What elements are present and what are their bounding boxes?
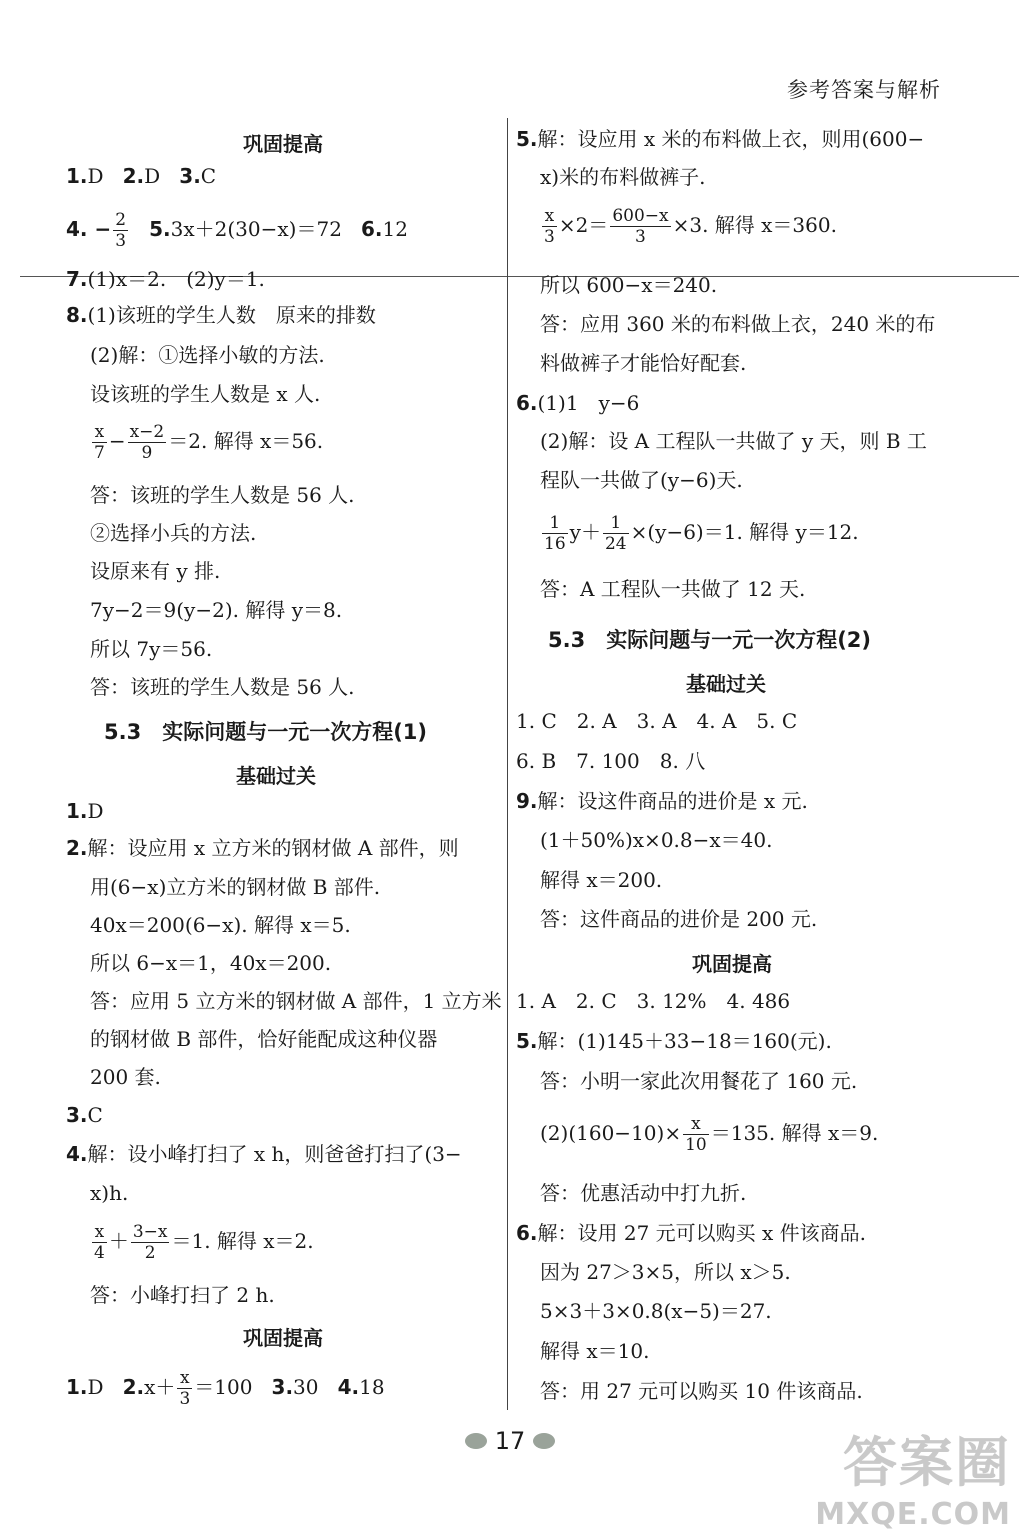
left-basic-2-line: 用(6−x)立方米的钢材做 B 部件. — [90, 875, 381, 899]
left-basic-2-line: 40x＝200(6−x). 解得 x＝5. — [90, 913, 351, 937]
right-subhead-consolidate: 巩固提高 — [692, 952, 772, 976]
left-answer-8-line: 设原来有 y 排. — [90, 559, 221, 583]
right-basic-9-line: 答：这件商品的进价是 200 元. — [540, 907, 818, 931]
section-title-5-3-1: 5.3 实际问题与一元一次方程(1) — [104, 720, 428, 744]
page-footer — [450, 1424, 570, 1458]
left-basic-2: 2.解：设应用 x 立方米的钢材做 A 部件，则 — [66, 836, 459, 860]
right-basic-9-line: (1＋50%)x×0.8−x＝40. — [540, 828, 773, 852]
right-consolidate-6-line: 解得 x＝10. — [540, 1339, 650, 1363]
page-number: 17 — [494, 1427, 526, 1455]
left-basic-4-line: x)h. — [90, 1181, 129, 1205]
left-basic-3: 3.C — [66, 1103, 103, 1127]
left-subhead-basics: 基础过关 — [236, 764, 316, 788]
right-answer-5-line: 所以 600−x＝240. — [540, 273, 718, 297]
right-basic-9: 9.解：设这件商品的进价是 x 元. — [516, 789, 808, 813]
right-answer-6: 6.(1)1 y−6 — [516, 391, 640, 415]
right-basic-9-line: 解得 x＝200. — [540, 868, 663, 892]
right-consolidate-6: 6.解：设用 27 元可以购买 x 件该商品. — [516, 1221, 867, 1245]
fraction: $\frac{2}{3}$ — [115, 210, 127, 251]
left-answer-7: 7.(1)x＝2. (2)y＝1. — [66, 267, 265, 291]
left-answer-8-line: ②选择小兵的方法. — [90, 521, 257, 545]
left-subhead-consolidate-2: 巩固提高 — [243, 1326, 323, 1350]
right-consolidate-5-line: 答：优惠活动中打九折. — [540, 1181, 747, 1205]
page-header-title: 参考答案与解析 — [787, 78, 941, 102]
right-subhead-basics: 基础过关 — [686, 672, 766, 696]
left-answer-8-line: 设该班的学生人数是 x 人. — [90, 382, 321, 406]
right-answer-6-equation: $\frac{1}{16}$ y＋ $\frac{1}{24}$ ×(y−6)＝1. 解得 y＝12. — [544, 513, 859, 554]
left-answer-8-line: 7y−2＝9(y−2). 解得 y＝8. — [90, 598, 343, 622]
right-answer-5-equation: $\frac{x}{3}$ ×2＝ $\frac{600-x}{3}$ ×3. 解得 x＝360. — [544, 206, 837, 247]
left-consolidate-answers: 1.D 2.x＋ $\frac{x}{3}$ ＝100 3.30 4.18 — [66, 1368, 385, 1409]
watermark-logo: 答案圈 MXQE.COM — [815, 1431, 1011, 1532]
leaf-icon — [533, 1433, 555, 1449]
left-basic-2-line: 答：应用 5 立方米的钢材做 A 部件，1 立方米 — [90, 989, 502, 1013]
right-basic-1-5: 1. C 2. A 3. A 4. A 5. C — [516, 709, 798, 733]
left-answer-8-line: 答：该班的学生人数是 56 人. — [90, 675, 355, 699]
section-title-5-3-2: 5.3 实际问题与一元一次方程(2) — [548, 628, 872, 652]
left-basic-4-line: 答：小峰打扫了 2 h. — [90, 1283, 275, 1307]
left-answer-8-line: 所以 7y＝56. — [90, 637, 213, 661]
right-answer-5: 5.解：设应用 x 米的布料做上衣，则用(600− — [516, 127, 925, 151]
left-subhead-consolidate: 巩固提高 — [243, 132, 323, 156]
leaf-icon — [465, 1433, 487, 1449]
left-answer-8-line: 答：该班的学生人数是 56 人. — [90, 483, 355, 507]
right-answer-5-line: 料做裤子才能恰好配套. — [540, 351, 747, 375]
left-basic-2-line: 200 套. — [90, 1065, 161, 1089]
right-consolidate-5: 5.解：(1)145＋33−18＝160(元). — [516, 1029, 832, 1053]
left-basic-1: 1.D — [66, 799, 104, 823]
left-answer-8: 8.(1)该班的学生人数 原来的排数 — [66, 303, 376, 327]
right-consolidate-5-equation: (2)(160−10)× $\frac{x}{10}$ ＝135. 解得 x＝9. — [540, 1114, 879, 1155]
column-divider — [507, 118, 508, 1410]
left-basic-2-line: 的钢材做 B 部件，恰好能配成这种仪器 — [90, 1027, 438, 1051]
left-basic-2-line: 所以 6−x＝1，40x＝200. — [90, 951, 332, 975]
right-consolidate-1-4: 1. A 2. C 3. 12% 4. 486 — [516, 989, 791, 1013]
right-answer-6-line: (2)解：设 A 工程队一共做了 y 天，则 B 工 — [540, 429, 927, 453]
right-answer-5-line: x)米的布料做裤子. — [540, 165, 706, 189]
right-answer-6-line: 程队一共做了(y−6)天. — [540, 468, 743, 492]
left-basic-4: 4.解：设小峰打扫了 x h，则爸爸打扫了(3− — [66, 1142, 462, 1166]
right-consolidate-6-line: 5×3＋3×0.8(x−5)＝27. — [540, 1299, 772, 1323]
left-basic-4-equation: $\frac{x}{4}$ ＋ $\frac{3-x}{2}$ ＝1. 解得 x＝2. — [94, 1222, 314, 1263]
right-answer-5-line: 答：应用 360 米的布料做上衣，240 米的布 — [540, 312, 936, 336]
left-answers-4-6: 4. − $\frac{2}{3}$ 5.3x＋2(30−x)＝72 6.12 — [66, 210, 408, 251]
right-consolidate-6-line: 因为 27＞3×5，所以 x＞5. — [540, 1260, 791, 1284]
left-answer-8-line: (2)解：①选择小敏的方法. — [90, 343, 325, 367]
left-answers-1-3: 1.D 2.D 3.C — [66, 164, 217, 188]
left-answer-8-equation: $\frac{x}{7}$ − $\frac{x-2}{9}$ ＝2. 解得 x＝56. — [94, 422, 324, 463]
right-basic-6-8: 6. B 7. 100 8. 八 — [516, 749, 706, 773]
right-consolidate-5-line: 答：小明一家此次用餐花了 160 元. — [540, 1069, 858, 1093]
right-consolidate-6-line: 答：用 27 元可以购买 10 件该商品. — [540, 1379, 863, 1403]
right-answer-6-line: 答：A 工程队一共做了 12 天. — [540, 577, 806, 601]
